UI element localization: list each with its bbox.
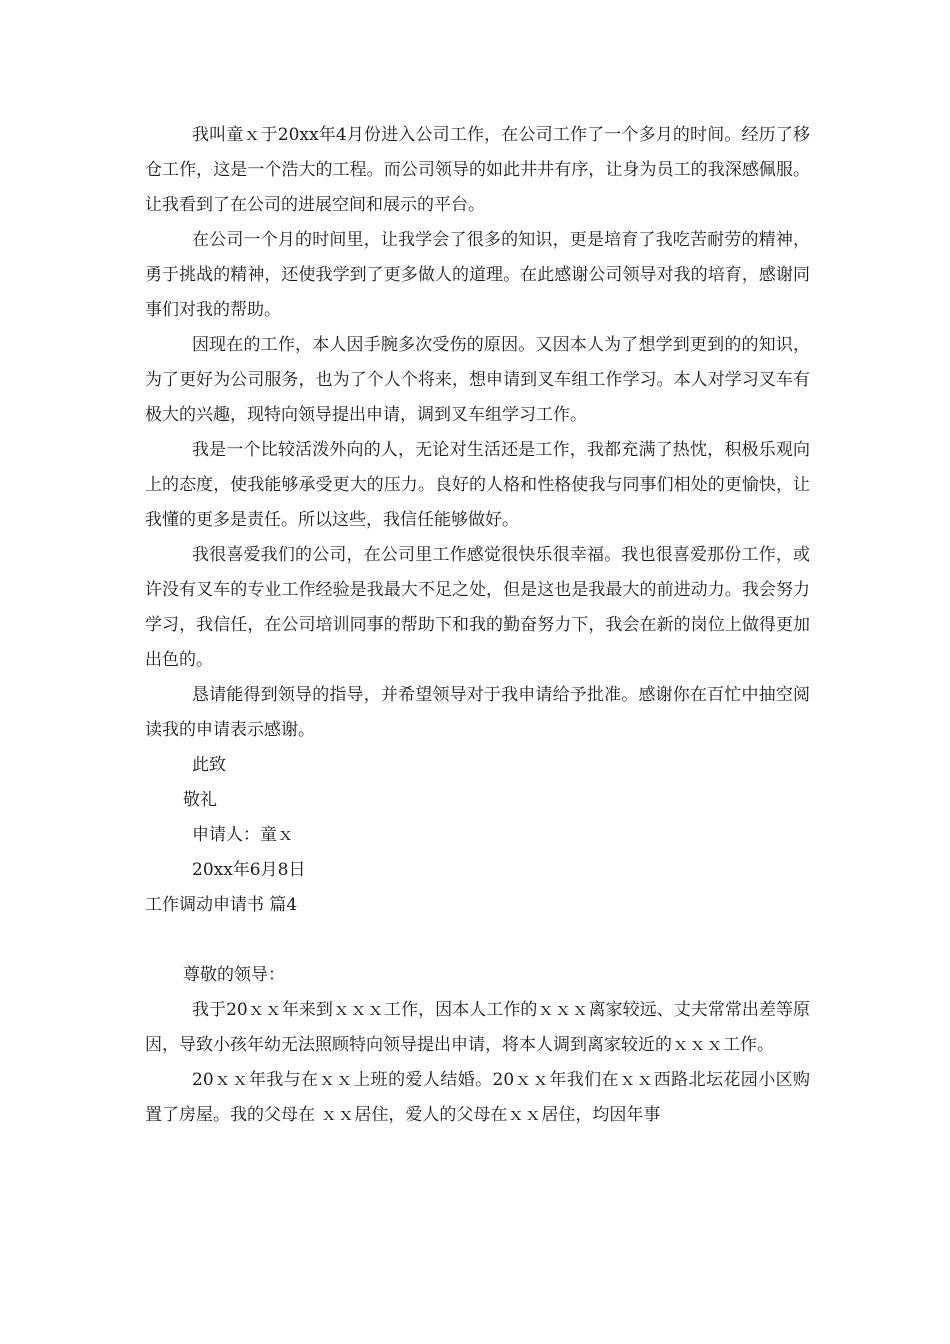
paragraph-4: 我是一个比较活泼外向的人，无论对生活还是工作，我都充满了热忱，积极乐观向上的态度，使我能够承受更大的压力。良好的人格和性格使我与同事们相处的更愉快，让我懂的更多是责任。所以这些，我信任能够做好。 <box>145 440 810 530</box>
next-paragraph-1: 我于20ｘｘ年来到ｘｘｘ工作，因本人工作的ｘｘｘ离家较远、丈夫常常出差等原因，导致小孩年幼无法照顾特向领导提出申请，将本人调到离家较近的ｘｘｘ工作。 <box>145 1000 810 1055</box>
paragraph-1: 我叫童ｘ于20xx年4月份进入公司工作，在公司工作了一个多月的时间。经历了移仓工作，这是一个浩大的工程。而公司领导的如此井井有序，让身为员工的我深感佩服。让我看到了在公司的进展空间和展示的平台。 <box>145 125 810 215</box>
section-title: 工作调动申请书 篇4 <box>145 895 298 915</box>
document-page <box>145 118 810 1133</box>
next-paragraph-2: 20ｘｘ年我与在ｘｘ上班的爱人结婚。20ｘｘ年我们在ｘｘ西路北坛花园小区购置了房屋。我的父母在 ｘｘ居住，爱人的父母在ｘｘ居住，均因年事 <box>145 1070 810 1125</box>
paragraph-2: 在公司一个月的时间里，让我学会了很多的知识，更是培育了我吃苦耐劳的精神，勇于挑战的精神，还使我学到了更多做人的道理。在此感谢公司领导对我的培育，感谢同事们对我的帮助。 <box>145 230 810 320</box>
greeting: 尊敬的领导： <box>183 965 285 985</box>
closing-jing-li: 敬礼 <box>183 790 217 810</box>
blank-line <box>145 923 810 958</box>
applicant-signature: 申请人：童ｘ <box>192 825 294 845</box>
letter-date: 20xx年6月8日 <box>192 860 306 880</box>
paragraph-3: 因现在的工作，本人因手腕多次受伤的原因。又因本人为了想学到更到的的知识，为了更好为公司服务，也为了个人个将来，想申请到叉车组工作学习。本人对学习叉车有极大的兴趣，现特向领导提出申请，调到叉车组学习工作。 <box>145 335 810 425</box>
closing-ci-zhi: 此致 <box>192 755 226 775</box>
paragraph-6: 恳请能得到领导的指导，并希望领导对于我申请给予批准。感谢你在百忙中抽空阅读我的申请表示感谢。 <box>145 685 810 740</box>
paragraph-5: 我很喜爱我们的公司，在公司里工作感觉很快乐很幸福。我也很喜爱那份工作，或许没有叉车的专业工作经验是我最大不足之处，但是这也是我最大的前进动力。我会努力学习，我信任，在公司培训同事的帮助下和我的勤奋努力下，我会在新的岗位上做得更加出色的。 <box>145 545 810 670</box>
